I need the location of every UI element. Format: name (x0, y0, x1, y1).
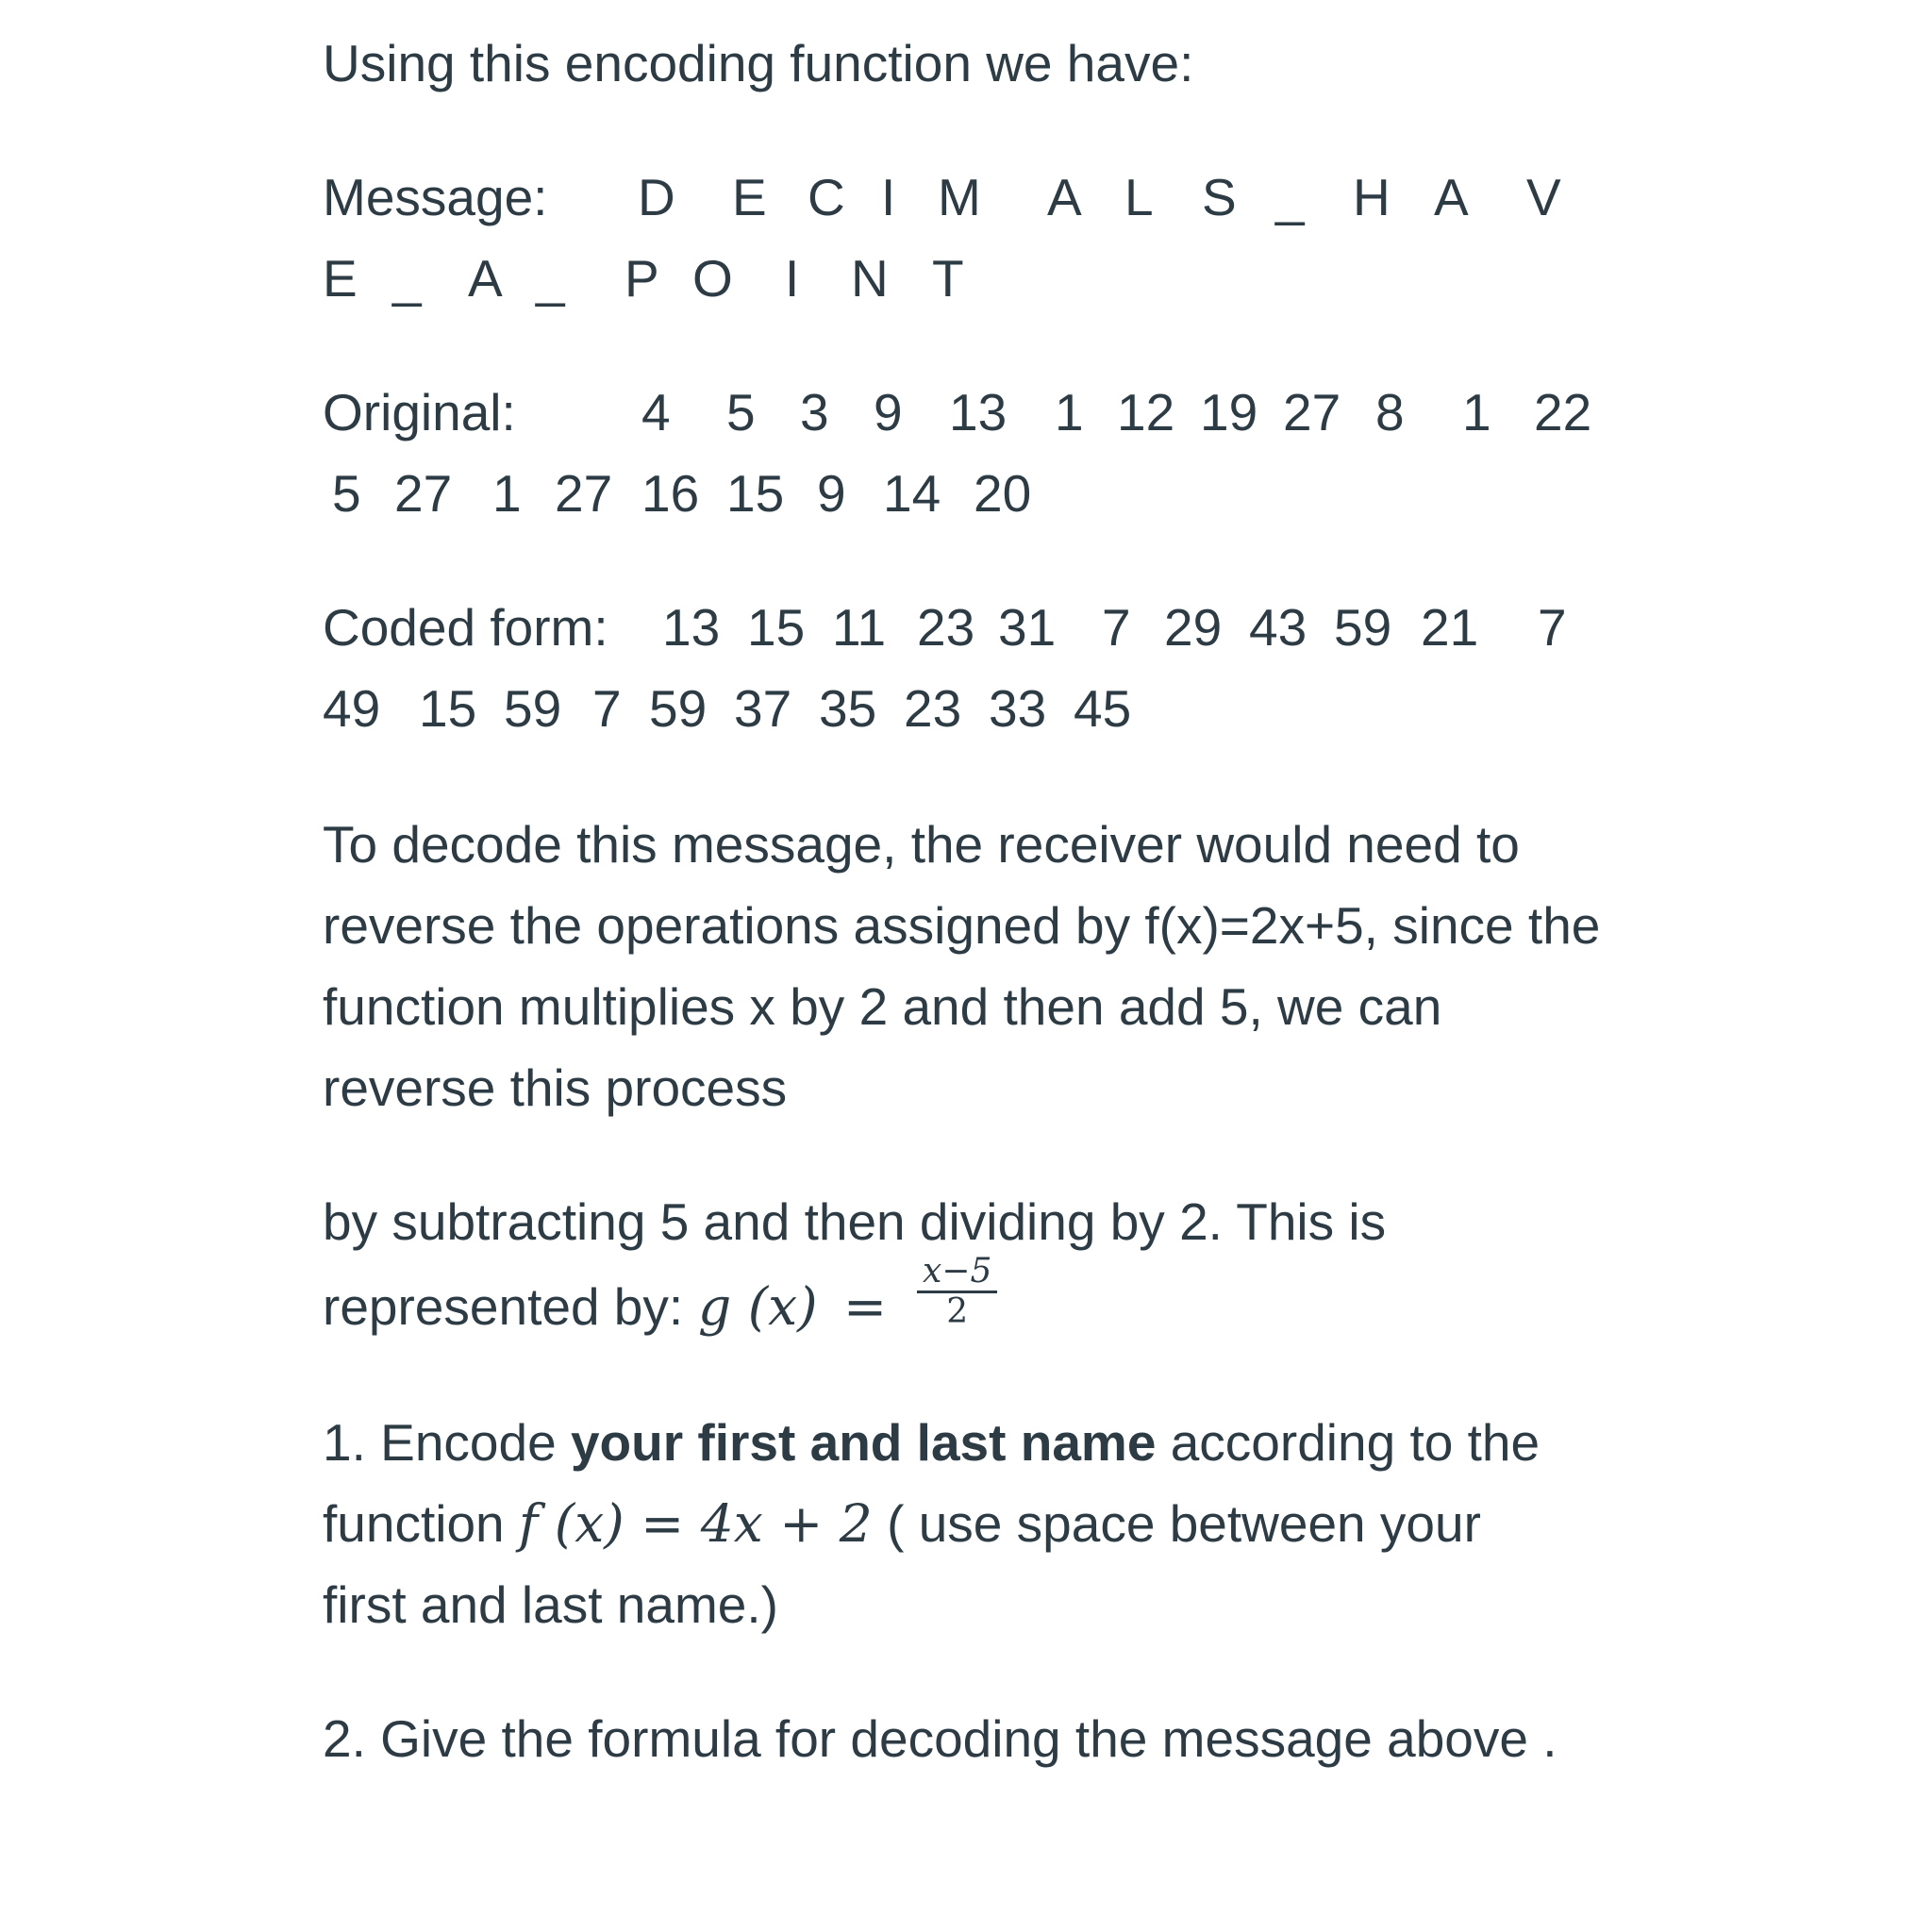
message-char: _ (536, 249, 565, 308)
message-label: Message: (323, 168, 548, 226)
message-char: I (785, 249, 800, 308)
question-1-line-2 (323, 1492, 1481, 1555)
question-1-number: 1. Encode (323, 1413, 571, 1472)
coded-value: 45 (1074, 679, 1132, 738)
message-char: _ (1275, 168, 1305, 226)
coded-value: 11 (832, 598, 887, 657)
message-char: A (468, 249, 503, 308)
message-char: D (638, 168, 675, 226)
fraction-denominator: 2 (946, 1292, 969, 1331)
coded-value: 59 (649, 679, 708, 738)
original-value: 9 (874, 383, 903, 441)
original-value: 27 (394, 464, 453, 523)
message-char: E (323, 249, 358, 308)
message-char: C (808, 168, 845, 226)
coded-value: 15 (419, 679, 477, 738)
question-1-line-1 (323, 1411, 1540, 1474)
coded-value: 21 (1421, 598, 1479, 657)
question-2: 2. Give the formula for decoding the message above . (323, 1709, 1557, 1768)
original-value: 3 (800, 383, 829, 441)
message-char: N (851, 249, 889, 308)
coded-value: 29 (1164, 598, 1223, 657)
coded-value: 43 (1249, 598, 1307, 657)
coded-value: 13 (662, 598, 721, 657)
coded-value: 33 (989, 679, 1047, 738)
paragraph-2-formula-line (323, 1252, 1643, 1338)
original-row-1 (323, 381, 1643, 443)
original-value: 12 (1117, 383, 1175, 441)
original-value: 22 (1534, 383, 1592, 441)
original-value: 1 (492, 464, 522, 523)
decode-formula-equals: = (843, 1276, 888, 1337)
original-value: 4 (641, 383, 671, 441)
coded-value: 59 (504, 679, 562, 738)
coded-value: 49 (323, 679, 381, 738)
coded-value: 15 (747, 598, 806, 657)
message-char: I (881, 168, 896, 226)
original-row-2 (323, 462, 1643, 525)
message-char: T (932, 249, 964, 308)
question-1-line-3: first and last name.) (323, 1575, 778, 1634)
question-1-bold-text: your first and last name (570, 1413, 1157, 1472)
original-value: 27 (555, 464, 613, 523)
coded-value: 7 (1102, 598, 1131, 657)
message-char: P (625, 249, 659, 308)
original-value: 8 (1375, 383, 1405, 441)
original-value: 20 (974, 464, 1032, 523)
original-value: 1 (1055, 383, 1084, 441)
coded-value: 23 (904, 679, 962, 738)
coded-value: 59 (1334, 598, 1392, 657)
decode-formula-fraction (917, 1253, 997, 1331)
message-char: O (692, 249, 733, 308)
original-value: 14 (883, 464, 941, 523)
paragraph-1-line: reverse this process (323, 1058, 788, 1117)
original-value: 19 (1200, 383, 1258, 441)
message-char: H (1353, 168, 1391, 226)
message-char: A (1434, 168, 1469, 226)
message-char: _ (392, 249, 422, 308)
message-char: E (732, 168, 767, 226)
paragraph-1-line: function multiplies x by 2 and then add 5, we can (323, 977, 1442, 1036)
original-value: 9 (817, 464, 846, 523)
coded-value: 31 (998, 598, 1057, 657)
coded-label: Coded form: (323, 598, 608, 657)
coded-value: 7 (1538, 598, 1567, 657)
coded-value: 35 (819, 679, 877, 738)
coded-row-1 (323, 596, 1643, 658)
question-1-rest: according to the (1156, 1413, 1541, 1472)
function-label: function (323, 1494, 519, 1553)
decode-formula-lhs: g (x) (698, 1276, 818, 1337)
message-row-2 (323, 247, 1643, 309)
message-row-1 (323, 166, 1643, 228)
original-label: Original: (323, 383, 516, 441)
intro-text: Using this encoding function we have: (323, 34, 1194, 92)
original-value: 5 (726, 383, 756, 441)
message-char: A (1047, 168, 1082, 226)
question-1-instructions: ( use space between your (872, 1494, 1481, 1553)
original-value: 1 (1462, 383, 1491, 441)
message-char: S (1202, 168, 1237, 226)
coded-value: 7 (592, 679, 622, 738)
coded-value: 37 (734, 679, 792, 738)
original-value: 15 (726, 464, 785, 523)
original-value: 5 (332, 464, 361, 523)
message-char: V (1526, 168, 1561, 226)
message-char: M (938, 168, 981, 226)
paragraph-1-line: To decode this message, the receiver would need to (323, 815, 1520, 874)
encode-formula: f (x) = 4x + 2 (518, 1493, 873, 1554)
coded-row-2 (323, 677, 1643, 740)
message-char: L (1124, 168, 1154, 226)
paragraph-1-line: reverse the operations assigned by f(x)=2x+5, since the (323, 896, 1601, 955)
fraction-numerator: x−5 (917, 1253, 997, 1293)
original-value: 27 (1283, 383, 1341, 441)
original-value: 16 (641, 464, 700, 523)
coded-value: 23 (917, 598, 975, 657)
paragraph-2-line: by subtracting 5 and then dividing by 2. This is (323, 1192, 1387, 1251)
original-value: 13 (949, 383, 1008, 441)
represented-by-label: represented by: (323, 1277, 684, 1336)
